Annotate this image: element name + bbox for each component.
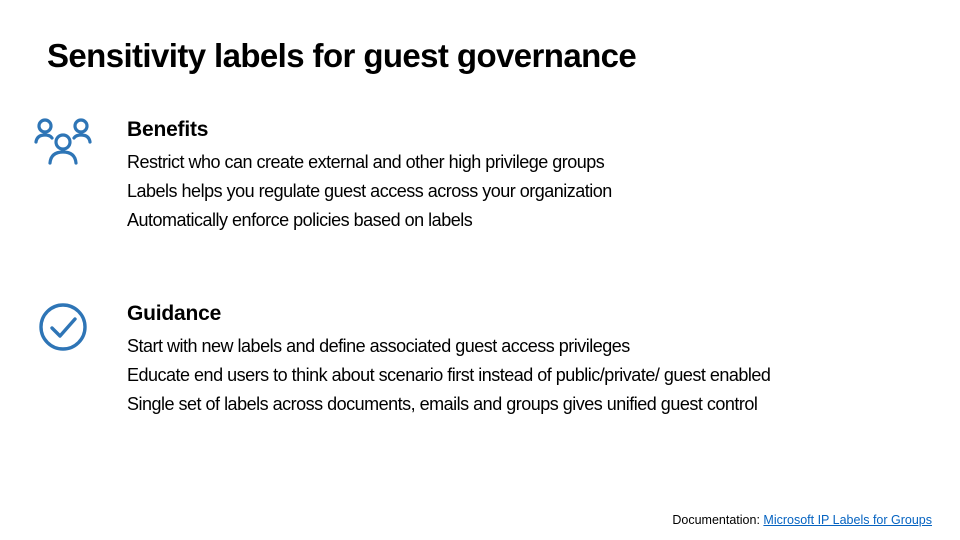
benefits-section xyxy=(127,116,927,235)
people-icon xyxy=(33,115,93,167)
page-title: Sensitivity labels for guest governance xyxy=(47,37,637,74)
documentation-footer xyxy=(672,512,932,528)
benefits-heading: Benefits xyxy=(127,118,209,141)
guidance-section xyxy=(127,300,927,419)
benefit-item: Restrict who can create external and other high privilege groups xyxy=(127,152,605,172)
benefit-item: Labels helps you regulate guest access across your organization xyxy=(127,181,612,201)
guidance-item: Educate end users to think about scenario first instead of public/private/ guest enabled xyxy=(127,365,771,385)
check-circle-icon xyxy=(37,301,89,353)
footer-prefix: Documentation: xyxy=(672,513,764,527)
benefit-item: Automatically enforce policies based on labels xyxy=(127,210,473,230)
documentation-link[interactable]: Microsoft IP Labels for Groups xyxy=(763,513,932,527)
guidance-heading: Guidance xyxy=(127,302,222,325)
guidance-item: Start with new labels and define associated guest access privileges xyxy=(127,336,630,356)
guidance-item: Single set of labels across documents, emails and groups gives unified guest control xyxy=(127,394,758,414)
